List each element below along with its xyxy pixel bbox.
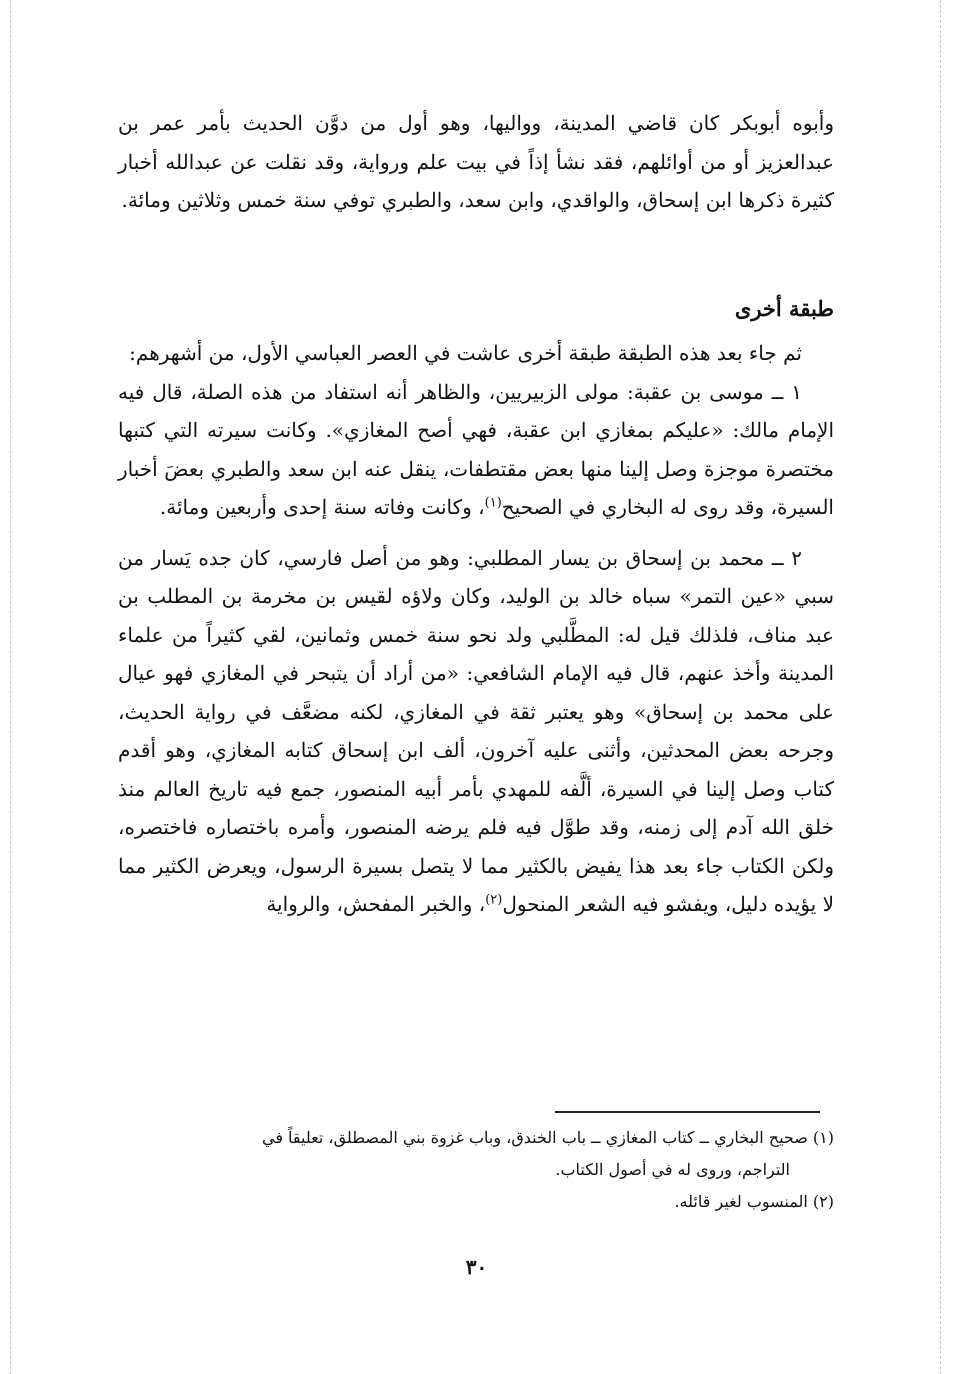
footnote-1: (١) صحيح البخاري ــ كتاب المغازي ــ باب الخندق، وباب غزوة بني المصطلق، تعليقاً في	[261, 1128, 834, 1147]
list-item-2-tail: ، والخبر المفحش، والرواية	[266, 892, 486, 916]
list-item-1-tail: ، وكانت وفاته سنة إحدى وأربعين ومائة.	[159, 495, 485, 519]
footnote-mark-2: (٢)	[485, 892, 503, 908]
footnote-divider	[555, 1111, 820, 1113]
footnotes	[118, 1122, 834, 1218]
section-intro: ثم جاء بعد هذه الطبقة طبقة أخرى عاشت في العصر العباسي الأول، من أشهرهم:	[129, 341, 802, 365]
section-heading: طبقة أخرى	[734, 296, 834, 321]
list-item-1-text: ١ ــ موسى بن عقبة: مولى الزبيريين، والظاهر أنه استفاد من هذه الصلة، قال فيه الإمام مالك: «عليكم بمغازي ابن عقبة، فهي أصح المغازي». وكانت سيرته التي كتبها مختصرة موجزة وصل إلينا منها بعض مقتطفات، ينقل عنه ابن سعد والطبري بعضَ أخبار السيرة، وقد روى له البخاري في الصحيح	[118, 379, 834, 519]
scan-artifact-line	[940, 0, 941, 1374]
scan-artifact-line	[10, 0, 11, 1374]
footnote-1-continuation: التراجم، وروى له في أصول الكتاب.	[555, 1160, 790, 1179]
list-item-2	[118, 539, 834, 924]
intro-paragraph: وأبوه أبوبكر كان قاضي المدينة، وواليها، وهو أول من دوَّن الحديث بأمر عمر بن عبدالعزيز أو من أوائلهم، فقد نشأ إذاً في بيت علم ورواية، وقد نقلت عن عبدالله أخبار كثيرة ذكرها ابن إسحاق، والواقدي، وابن سعد، والطبري توفي سنة خمس وثلاثين ومائة.	[118, 111, 834, 212]
list-item-1	[118, 373, 834, 527]
page-number: ٣٠	[465, 1255, 488, 1279]
footnote-2: (٢) المنسوب لغير قائله.	[674, 1192, 834, 1211]
footnote-mark-1: (١)	[484, 495, 502, 511]
main-text	[118, 334, 834, 924]
list-item-2-text: ٢ ــ محمد بن إسحاق بن يسار المطلبي: وهو من أصل فارسي، كان جده يَسار من سبي «عين التمر» سباه خالد بن الوليد، وكان ولاؤه لقيس بن مخرمة بن المطلب بن عبد مناف، فلذلك قيل له: المطَّلبي ولد نحو سنة خمس وثمانين، لقي كثيراً من علماء المدينة وأخذ عنهم، قال فيه الإمام الشافعي: «من أراد أن يتبحر في المغازي فهو عيال على محمد بن إسحاق» وهو يعتبر ثقة في المغازي، لكنه مضعَّف في رواية الحديث، وجرحه بعض المحدثين، وأثنى عليه آخرون، ألف ابن إسحاق كتابه المغازي، وهو أقدم كتاب وصل إلينا في السيرة، ألَّفه للمهدي بأمر أبيه المنصور، جمع فيه تاريخ العالم منذ خلق الله آدم إلى زمنه، وقد طوَّل فيه فلم يرضه المنصور، وأمره باختصاره فاختصره، ولكن الكتاب جاء بعد هذا يفيض بالكثير مما لا يتصل بسيرة الرسول، ويعرض الكثير مما لا يؤيده دليل، ويفشو فيه الشعر المنحول	[118, 545, 834, 916]
